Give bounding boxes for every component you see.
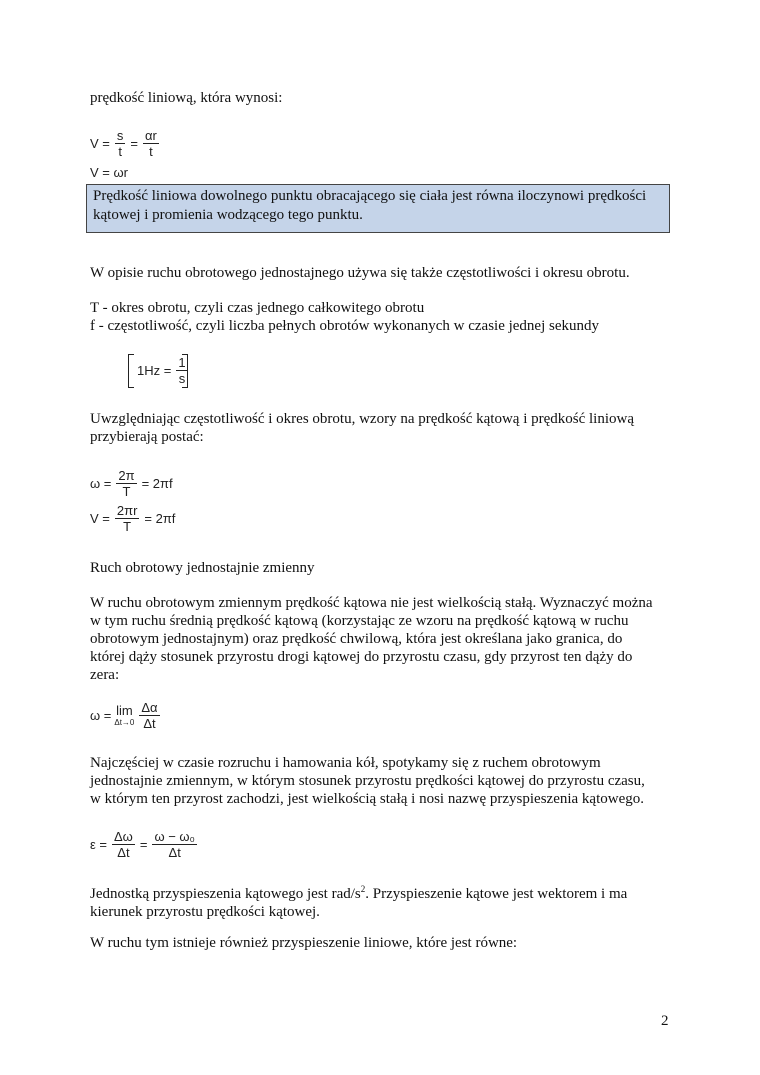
paragraph: W ruchu tym istnieje również przyspieszenie liniowe, które jest równe: <box>90 935 518 951</box>
numerator: Δα <box>141 700 158 715</box>
definition-period: T - okres obrotu, czyli czas jednego całkowitego obrotu <box>90 300 425 316</box>
formula-epsilon <box>90 829 199 860</box>
paragraph: przybierają postać: <box>90 429 204 445</box>
formula-rhs: = 2πf <box>141 476 173 491</box>
paragraph <box>90 754 670 808</box>
formula-lhs: 1Hz = <box>137 363 172 378</box>
formula-rhs: = 2πf <box>144 511 176 526</box>
text-line: zera: <box>90 667 120 683</box>
fraction <box>115 128 126 159</box>
text-line: W ruchu obrotowym zmiennym prędkość kątowa nie jest wielkością stałą. Wyznaczyć można <box>90 595 653 611</box>
formula-limit <box>90 700 162 731</box>
formula-v <box>90 503 175 534</box>
numerator: 2π <box>118 468 135 483</box>
formula-velocity <box>90 128 161 159</box>
denominator: Δt <box>168 845 181 860</box>
text-span: . Przyspieszenie kątowe jest wektorem i ma <box>365 886 628 902</box>
formula-lhs: ε = <box>90 837 107 852</box>
text-line: w tym ruchu średnią prędkość kątową (korzystając ze wzoru na prędkość kątową w ruchu <box>90 613 629 629</box>
limit <box>114 704 134 728</box>
denominator: Δt <box>117 845 130 860</box>
numerator: s <box>116 128 124 143</box>
formula-omega <box>90 468 173 499</box>
numerator: 2πr <box>116 503 138 518</box>
fraction <box>112 829 135 860</box>
fraction <box>116 468 136 499</box>
denominator: t <box>118 144 122 159</box>
fraction <box>139 700 159 731</box>
highlight-line: kątowej i promienia wodzącego tego punktu. <box>93 207 363 223</box>
numerator: Δω <box>114 829 133 844</box>
equals: = <box>130 136 138 151</box>
text-line: kierunek przyrostu prędkości kątowej. <box>90 904 320 920</box>
lim-text: lim <box>116 702 133 718</box>
paragraph: Uwzględniając częstotliwość i okres obrotu, wzory na prędkość kątową i prędkość liniową <box>90 411 634 427</box>
text-line: Najczęściej w czasie rozruchu i hamowania kół, spotykamy się z ruchem obrotowym <box>90 755 601 771</box>
denominator: T <box>122 484 131 499</box>
numerator: 1 <box>178 355 186 370</box>
text-line: w którym ten przyrost zachodzi, jest wielkością stałą i nosi nazwę przyspieszenia kątowego. <box>90 791 644 807</box>
highlight-box <box>86 184 670 233</box>
denominator: Δt <box>143 716 156 731</box>
denominator: s <box>178 371 186 386</box>
equals: = <box>139 837 148 852</box>
formula-v-omega-r <box>90 165 128 180</box>
formula-text: V = ωr <box>90 165 128 180</box>
fraction <box>152 829 197 860</box>
formula-hertz <box>137 355 190 386</box>
text-line: obrotowym jednostajnym) oraz prędkość chwilową, która jest określana jako granica, do <box>90 631 623 647</box>
formula-lhs: ω = <box>90 476 112 491</box>
denominator: t <box>149 144 153 159</box>
fraction <box>115 503 140 534</box>
paragraph <box>90 880 670 921</box>
formula-lhs: ω = <box>90 708 112 723</box>
denominator: T <box>123 519 132 534</box>
fraction <box>143 128 159 159</box>
lim-subscript: Δt→0 <box>114 717 135 727</box>
formula-lhs: V = <box>90 511 110 526</box>
fraction <box>176 355 187 386</box>
numerator: αr <box>144 128 157 143</box>
numerator: ω − ω₀ <box>154 829 195 844</box>
paragraph: W opisie ruchu obrotowego jednostajnego używa się także częstotliwości i okresu obrotu. <box>90 265 630 281</box>
text-line <box>90 880 670 903</box>
highlight-line: Prędkość liniowa dowolnego punktu obracającego się ciała jest równa iloczynowi prędkości <box>93 188 647 204</box>
paragraph <box>90 594 670 684</box>
page-number: 2 <box>661 1013 669 1029</box>
definition-frequency: f - częstotliwość, czyli liczba pełnych obrotów wykonanych w czasie jednej sekundy <box>90 318 599 334</box>
section-heading: Ruch obrotowy jednostajnie zmienny <box>90 560 315 576</box>
text-line: jednostajnie zmiennym, w którym stosunek przyrostu prędkości kątowej do przyrostu czasu, <box>90 773 645 789</box>
paragraph: prędkość liniową, która wynosi: <box>90 90 283 106</box>
superscript: 2 <box>360 884 366 894</box>
text-line: której dąży stosunek przyrostu drogi kątowej do przyrostu czasu, gdy przyrost ten dąży do <box>90 649 633 665</box>
formula-lhs: V = <box>90 136 110 151</box>
text-span: Jednostką przyspieszenia kątowego jest rad/s <box>90 886 361 902</box>
